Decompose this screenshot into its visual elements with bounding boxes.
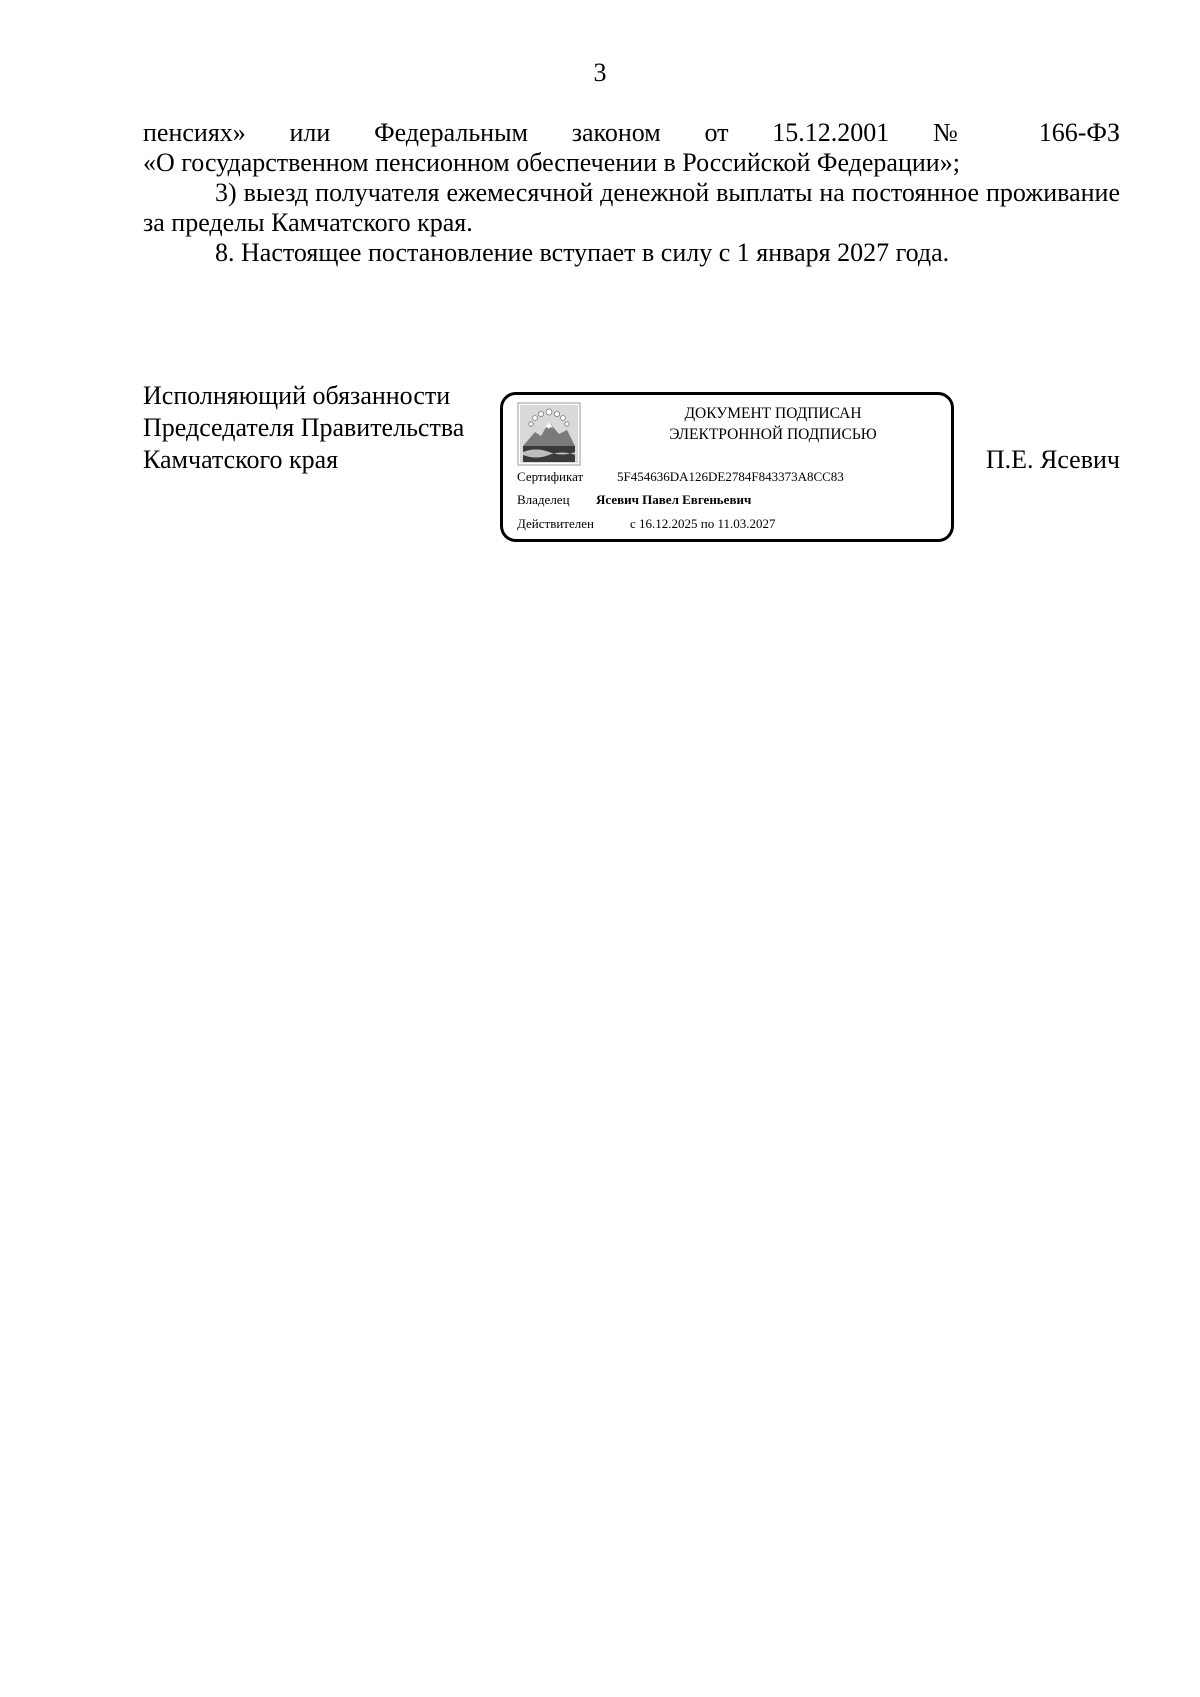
page-number: 3	[593, 58, 607, 87]
validity-value: с 16.12.2025 по 11.03.2027	[630, 516, 776, 531]
kamchatka-coat-of-arms-icon	[517, 402, 581, 466]
paragraph-line: пенсиях» или Федеральным законом от 15.12.2001 № 166-ФЗ	[143, 118, 1120, 147]
signatory-position	[143, 380, 464, 476]
stamp-heading-line: ЭЛЕКТРОННОЙ ПОДПИСЬЮ	[669, 426, 877, 443]
stamp-heading	[623, 403, 923, 445]
paragraph-item-8: 8. Настоящее постановление вступает в силу с 1 января 2027 года.	[215, 238, 950, 267]
certificate-row	[517, 469, 844, 485]
owner-label: Владелец	[517, 492, 570, 507]
owner-row	[517, 492, 751, 508]
certificate-label: Сертификат	[517, 469, 584, 484]
validity-label: Действителен	[517, 516, 594, 531]
signatory-position-line: Камчатского края	[143, 445, 339, 474]
owner-value: Ясевич Павел Евгеньевич	[596, 492, 752, 507]
paragraph-line: «О государственном пенсионном обеспечении в Российской Федерации»;	[143, 148, 960, 177]
validity-row	[517, 516, 776, 532]
document-body	[143, 118, 1120, 268]
stamp-heading-line: ДОКУМЕНТ ПОДПИСАН	[684, 405, 862, 422]
paragraph-item-3: 3) выезд получателя ежемесячной денежной выплаты на постоянное проживание за пределы Камчатского края.	[143, 178, 1120, 237]
signatory-position-line: Исполняющий обязанности	[143, 381, 451, 410]
signatory-position-line: Председателя Правительства	[143, 413, 465, 442]
signatory-name: П.Е. Ясевич	[985, 445, 1120, 474]
certificate-value: 5F454636DA126DE2784F843373A8CC83	[617, 469, 844, 484]
electronic-signature-stamp	[500, 392, 954, 542]
